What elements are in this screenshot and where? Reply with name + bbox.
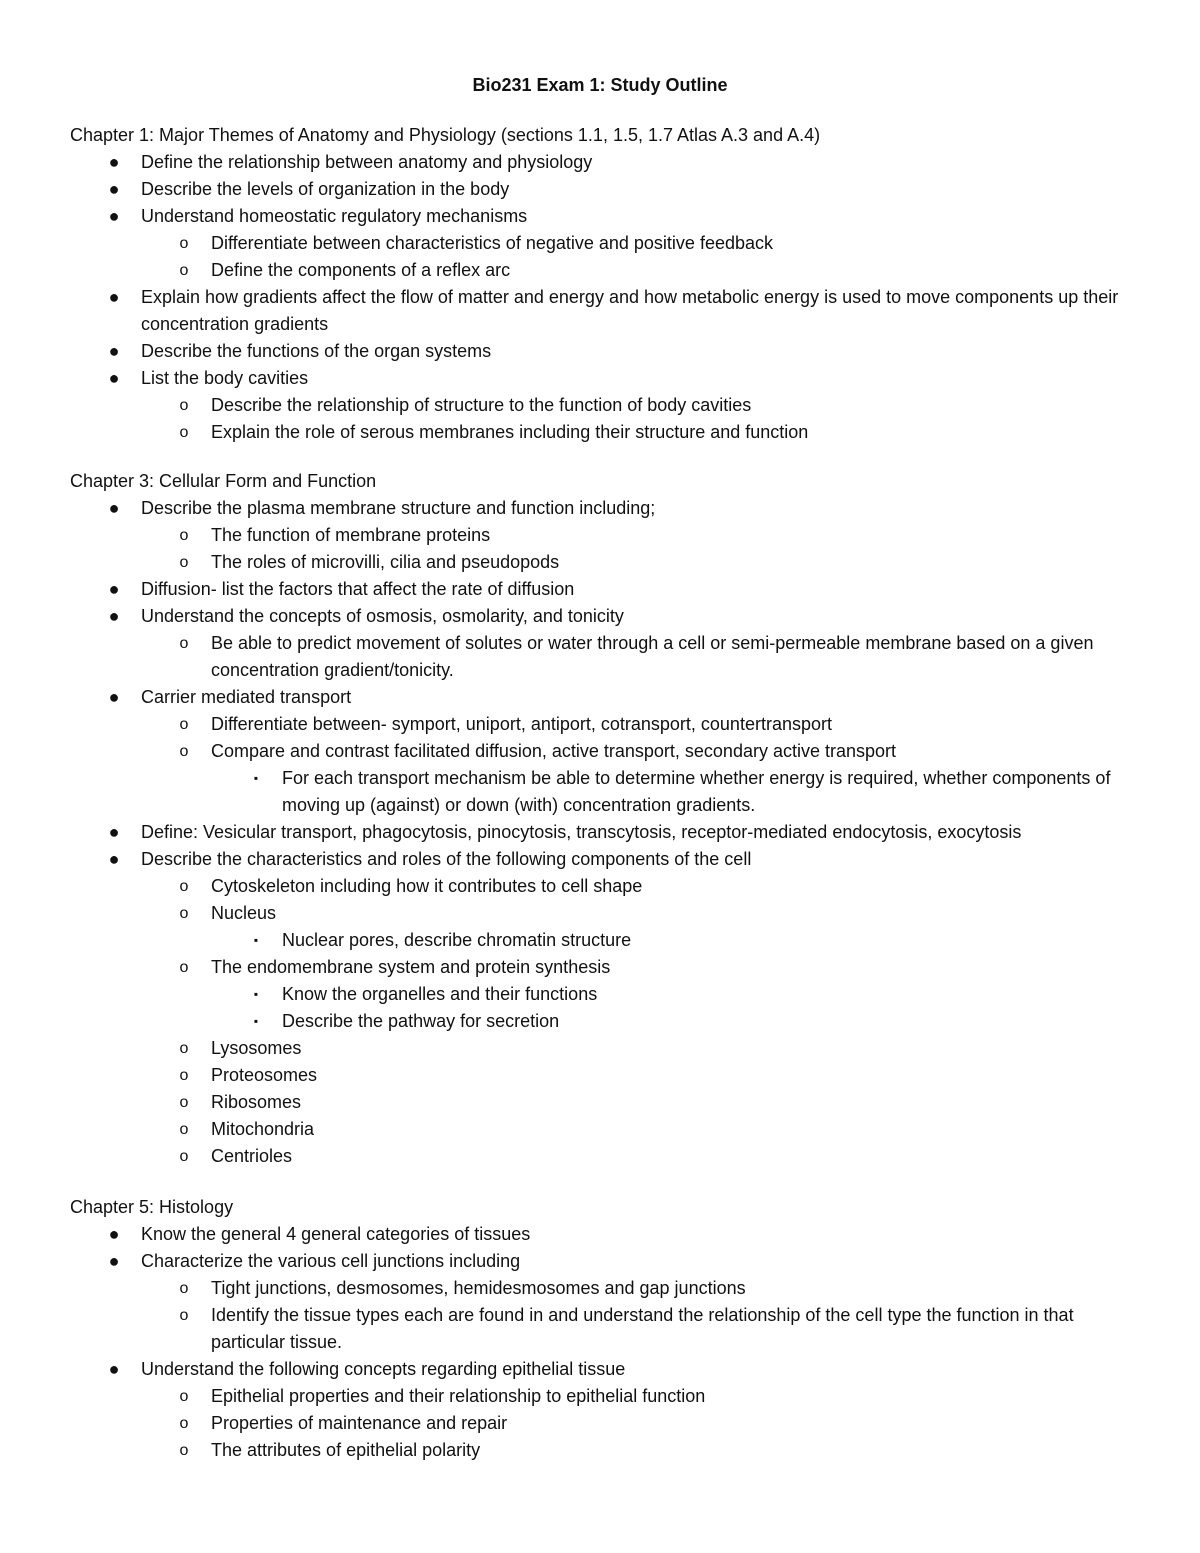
outline-item-text: For each transport mechanism be able to determine whether energy is required, whether components of moving up (against) or down (with) concentration gradients. bbox=[282, 768, 1111, 815]
outline-item bbox=[70, 1143, 1130, 1170]
outline-item bbox=[70, 284, 1130, 338]
outline-item bbox=[70, 1275, 1130, 1302]
outline-item bbox=[70, 1008, 1130, 1035]
outline-item bbox=[70, 873, 1130, 900]
outline-item-text: Describe the functions of the organ systems bbox=[141, 341, 492, 361]
outline-item-text: Tight junctions, desmosomes, hemidesmosomes and gap junctions bbox=[211, 1278, 746, 1298]
hollow-circle-bullet-icon: o bbox=[179, 1148, 189, 1165]
outline-item-text: Describe the levels of organization in the body bbox=[141, 179, 510, 199]
outline-item bbox=[70, 392, 1130, 419]
outline-item-text: Centrioles bbox=[211, 1146, 293, 1166]
chapter-outline-list bbox=[70, 149, 1130, 446]
hollow-circle-bullet-icon: o bbox=[179, 959, 189, 976]
outline-item bbox=[70, 1248, 1130, 1275]
outline-item-text: Be able to predict movement of solutes or water through a cell or semi-permeable membrane based on a given concentration gradient/tonicity. bbox=[211, 633, 1094, 680]
outline-item-text: The function of membrane proteins bbox=[211, 525, 491, 545]
outline-item-text: Identify the tissue types each are found in and understand the relationship of the cell type the function in that particular tissue. bbox=[211, 1305, 1074, 1352]
hollow-circle-bullet-icon: o bbox=[179, 554, 189, 571]
chapter-3-section bbox=[70, 468, 1130, 1170]
outline-item bbox=[70, 1437, 1130, 1464]
filled-circle-bullet-icon: ● bbox=[108, 1251, 120, 1271]
filled-circle-bullet-icon: ● bbox=[108, 368, 120, 388]
filled-circle-bullet-icon: ● bbox=[108, 287, 120, 307]
outline-item bbox=[70, 819, 1130, 846]
outline-item-text: Nuclear pores, describe chromatin structure bbox=[282, 930, 632, 950]
outline-item-text: Carrier mediated transport bbox=[141, 687, 352, 707]
outline-item bbox=[70, 1035, 1130, 1062]
outline-item-text: Compare and contrast facilitated diffusion, active transport, secondary active transport bbox=[211, 741, 897, 761]
outline-item-text: Describe the relationship of structure to the function of body cavities bbox=[211, 395, 752, 415]
outline-item-text: Explain the role of serous membranes including their structure and function bbox=[211, 422, 809, 442]
filled-circle-bullet-icon: ● bbox=[108, 606, 120, 626]
outline-item bbox=[70, 1221, 1130, 1248]
outline-item bbox=[70, 954, 1130, 981]
outline-item-text: Differentiate between- symport, uniport, antiport, cotransport, countertransport bbox=[211, 714, 832, 734]
outline-item bbox=[70, 765, 1130, 819]
outline-item-text: Ribosomes bbox=[211, 1092, 302, 1112]
outline-item-text: List the body cavities bbox=[141, 368, 309, 388]
outline-item-text: Characterize the various cell junctions including bbox=[141, 1251, 521, 1271]
chapter-outline-list bbox=[70, 495, 1130, 1170]
hollow-circle-bullet-icon: o bbox=[179, 235, 189, 252]
hollow-circle-bullet-icon: o bbox=[179, 716, 189, 733]
filled-circle-bullet-icon: ● bbox=[108, 498, 120, 518]
outline-item bbox=[70, 981, 1130, 1008]
outline-item-text: Differentiate between characteristics of negative and positive feedback bbox=[211, 233, 773, 253]
hollow-circle-bullet-icon: o bbox=[179, 527, 189, 544]
outline-item bbox=[70, 576, 1130, 603]
outline-item-text: Explain how gradients affect the flow of matter and energy and how metabolic energy is used to move components up their concentration gradients bbox=[141, 287, 1119, 334]
chapter-heading: Chapter 1: Major Themes of Anatomy and Physiology (sections 1.1, 1.5, 1.7 Atlas A.3 and A.4) bbox=[70, 125, 821, 145]
square-bullet-icon: ▪ bbox=[253, 933, 259, 947]
outline-item bbox=[70, 1116, 1130, 1143]
outline-item bbox=[70, 630, 1130, 684]
outline-item bbox=[70, 419, 1130, 446]
filled-circle-bullet-icon: ● bbox=[108, 849, 120, 869]
outline-item bbox=[70, 176, 1130, 203]
filled-circle-bullet-icon: ● bbox=[108, 341, 120, 361]
outline-item bbox=[70, 522, 1130, 549]
outline-item-text: Define the relationship between anatomy and physiology bbox=[141, 152, 593, 172]
outline-item-text: Diffusion- list the factors that affect the rate of diffusion bbox=[141, 579, 575, 599]
outline-item bbox=[70, 738, 1130, 765]
hollow-circle-bullet-icon: o bbox=[179, 397, 189, 414]
filled-circle-bullet-icon: ● bbox=[108, 687, 120, 707]
outline-item bbox=[70, 549, 1130, 576]
filled-circle-bullet-icon: ● bbox=[108, 1224, 120, 1244]
chapter-1-section bbox=[70, 122, 1130, 446]
hollow-circle-bullet-icon: o bbox=[179, 743, 189, 760]
chapter-heading: Chapter 5: Histology bbox=[70, 1197, 234, 1217]
outline-item-text: Define the components of a reflex arc bbox=[211, 260, 511, 280]
hollow-circle-bullet-icon: o bbox=[179, 424, 189, 441]
outline-item-text: The attributes of epithelial polarity bbox=[211, 1440, 481, 1460]
filled-circle-bullet-icon: ● bbox=[108, 152, 120, 172]
outline-item-text: The endomembrane system and protein synthesis bbox=[211, 957, 611, 977]
outline-item bbox=[70, 230, 1130, 257]
outline-item bbox=[70, 1410, 1130, 1437]
outline-item bbox=[70, 927, 1130, 954]
outline-item-text: Define: Vesicular transport, phagocytosis, pinocytosis, transcytosis, receptor-mediated endocytosis, exocytosis bbox=[141, 822, 1022, 842]
outline-item-text: Describe the plasma membrane structure and function including; bbox=[141, 498, 656, 518]
outline-item-text: Understand the concepts of osmosis, osmolarity, and tonicity bbox=[141, 606, 624, 626]
hollow-circle-bullet-icon: o bbox=[179, 1094, 189, 1111]
hollow-circle-bullet-icon: o bbox=[179, 1307, 189, 1324]
outline-item-text: Describe the pathway for secretion bbox=[282, 1011, 560, 1031]
hollow-circle-bullet-icon: o bbox=[179, 1067, 189, 1084]
hollow-circle-bullet-icon: o bbox=[179, 262, 189, 279]
hollow-circle-bullet-icon: o bbox=[179, 1040, 189, 1057]
outline-item-text: Know the organelles and their functions bbox=[282, 984, 598, 1004]
outline-item bbox=[70, 1356, 1130, 1383]
filled-circle-bullet-icon: ● bbox=[108, 822, 120, 842]
outline-item-text: Mitochondria bbox=[211, 1119, 315, 1139]
outline-item-text: Properties of maintenance and repair bbox=[211, 1413, 508, 1433]
outline-item-text: Describe the characteristics and roles of the following components of the cell bbox=[141, 849, 752, 869]
outline-item-text: Lysosomes bbox=[211, 1038, 302, 1058]
outline-item-text: Understand the following concepts regarding epithelial tissue bbox=[141, 1359, 626, 1379]
hollow-circle-bullet-icon: o bbox=[179, 878, 189, 895]
outline-item-text: Know the general 4 general categories of tissues bbox=[141, 1224, 531, 1244]
outline-item bbox=[70, 149, 1130, 176]
hollow-circle-bullet-icon: o bbox=[179, 905, 189, 922]
outline-item-text: Epithelial properties and their relationship to epithelial function bbox=[211, 1386, 706, 1406]
outline-item bbox=[70, 338, 1130, 365]
outline-item bbox=[70, 495, 1130, 522]
filled-circle-bullet-icon: ● bbox=[108, 206, 120, 226]
square-bullet-icon: ▪ bbox=[253, 1014, 259, 1028]
outline-item-text: Understand homeostatic regulatory mechanisms bbox=[141, 206, 528, 226]
outline-item bbox=[70, 846, 1130, 873]
outline-item-text: Proteosomes bbox=[211, 1065, 318, 1085]
outline-item bbox=[70, 1383, 1130, 1410]
filled-circle-bullet-icon: ● bbox=[108, 179, 120, 199]
outline-item-text: The roles of microvilli, cilia and pseudopods bbox=[211, 552, 560, 572]
outline-item bbox=[70, 1302, 1130, 1356]
outline-item bbox=[70, 684, 1130, 711]
outline-item bbox=[70, 257, 1130, 284]
outline-item bbox=[70, 203, 1130, 230]
outline-item-text: Cytoskeleton including how it contributes to cell shape bbox=[211, 876, 643, 896]
filled-circle-bullet-icon: ● bbox=[108, 1359, 120, 1379]
outline-item bbox=[70, 1062, 1130, 1089]
chapter-5-section bbox=[70, 1194, 1130, 1464]
outline-item bbox=[70, 603, 1130, 630]
chapter-heading: Chapter 3: Cellular Form and Function bbox=[70, 471, 377, 491]
hollow-circle-bullet-icon: o bbox=[179, 635, 189, 652]
filled-circle-bullet-icon: ● bbox=[108, 579, 120, 599]
outline-item-text: Nucleus bbox=[211, 903, 277, 923]
square-bullet-icon: ▪ bbox=[253, 987, 259, 1001]
hollow-circle-bullet-icon: o bbox=[179, 1442, 189, 1459]
square-bullet-icon: ▪ bbox=[253, 771, 259, 785]
outline-item bbox=[70, 1089, 1130, 1116]
hollow-circle-bullet-icon: o bbox=[179, 1121, 189, 1138]
hollow-circle-bullet-icon: o bbox=[179, 1388, 189, 1405]
outline-item bbox=[70, 365, 1130, 392]
chapter-outline-list bbox=[70, 1221, 1130, 1464]
hollow-circle-bullet-icon: o bbox=[179, 1280, 189, 1297]
outline-item bbox=[70, 711, 1130, 738]
document-title: Bio231 Exam 1: Study Outline bbox=[472, 75, 728, 95]
outline-item bbox=[70, 900, 1130, 927]
hollow-circle-bullet-icon: o bbox=[179, 1415, 189, 1432]
